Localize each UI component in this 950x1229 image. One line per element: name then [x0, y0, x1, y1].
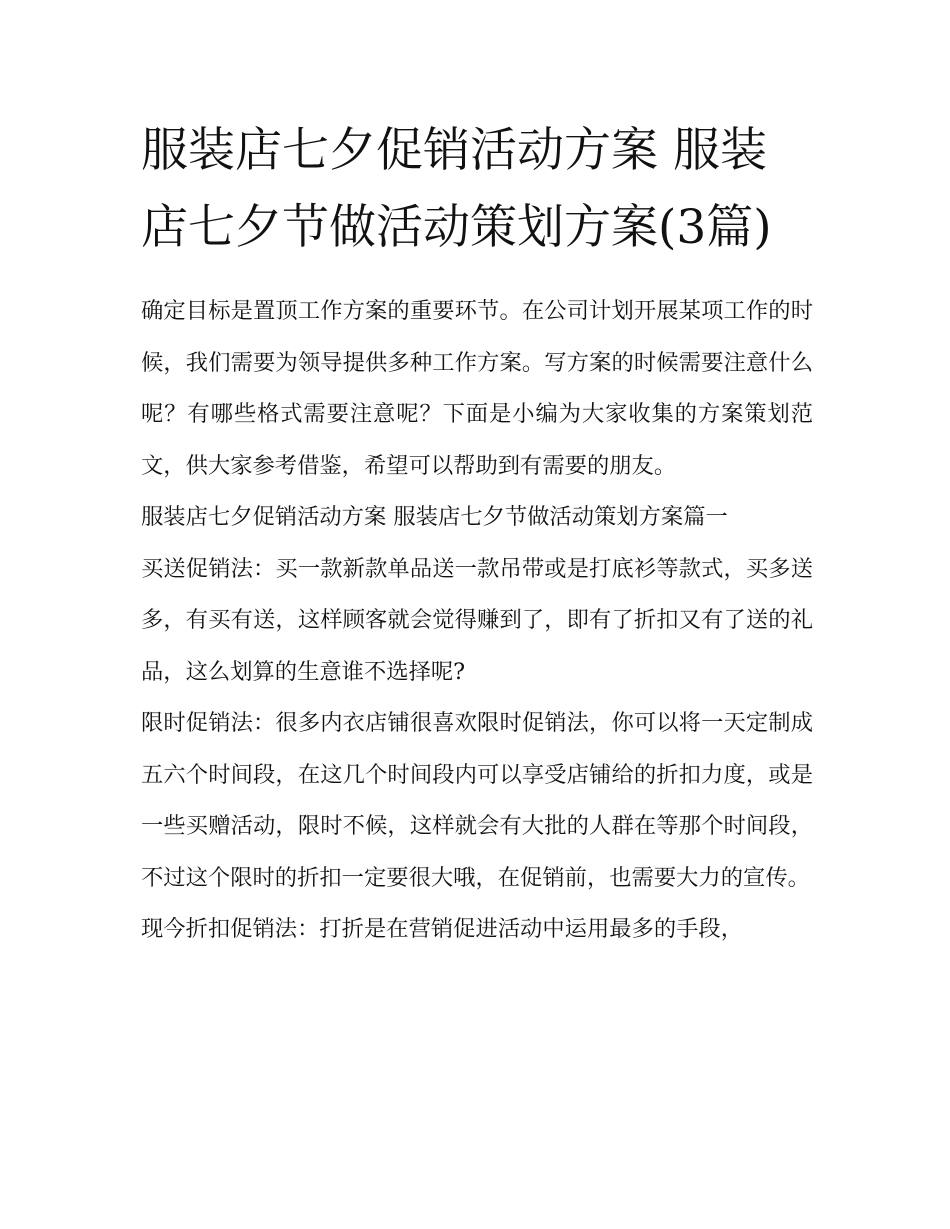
document-title: 服装店七夕促销活动方案 服装店七夕节做活动策划方案(3篇): [141, 123, 772, 255]
section-heading: 服装店七夕促销活动方案 服装店七夕节做活动策划方案篇一: [141, 504, 728, 530]
document-page: [141, 112, 813, 956]
paragraph-discount: 现今折扣促销法：打折是在营销促进活动中运用最多的手段，: [141, 916, 744, 942]
paragraph-buy-gift: 买送促销法：买一款新款单品送一款吊带或是打底衫等款式，买多送多，有买有送，这样顾客就会觉得赚到了，即有了折扣又有了送的礼品，这么划算的生意谁不选择呢?: [141, 555, 813, 685]
paragraph-time-limited: 限时促销法：很多内衣店铺很喜欢限时促销法，你可以将一天定制成五六个时间段，在这几个时间段内可以享受店铺给的折扣力度，或是一些买赠活动，限时不候，这样就会有大批的人群在等那个时间段，不过这个限时的折扣一定要很大哦，在促销前，也需要大力的宣传。: [141, 710, 813, 891]
document-body: [141, 286, 813, 956]
intro-paragraph: 确定目标是置顶工作方案的重要环节。在公司计划开展某项工作的时候，我们需要为领导提供多种工作方案。写方案的时候需要注意什么呢？有哪些格式需要注意呢？下面是小编为大家收集的方案策划范文，供大家参考借鉴，希望可以帮助到有需要的朋友。: [141, 298, 813, 479]
